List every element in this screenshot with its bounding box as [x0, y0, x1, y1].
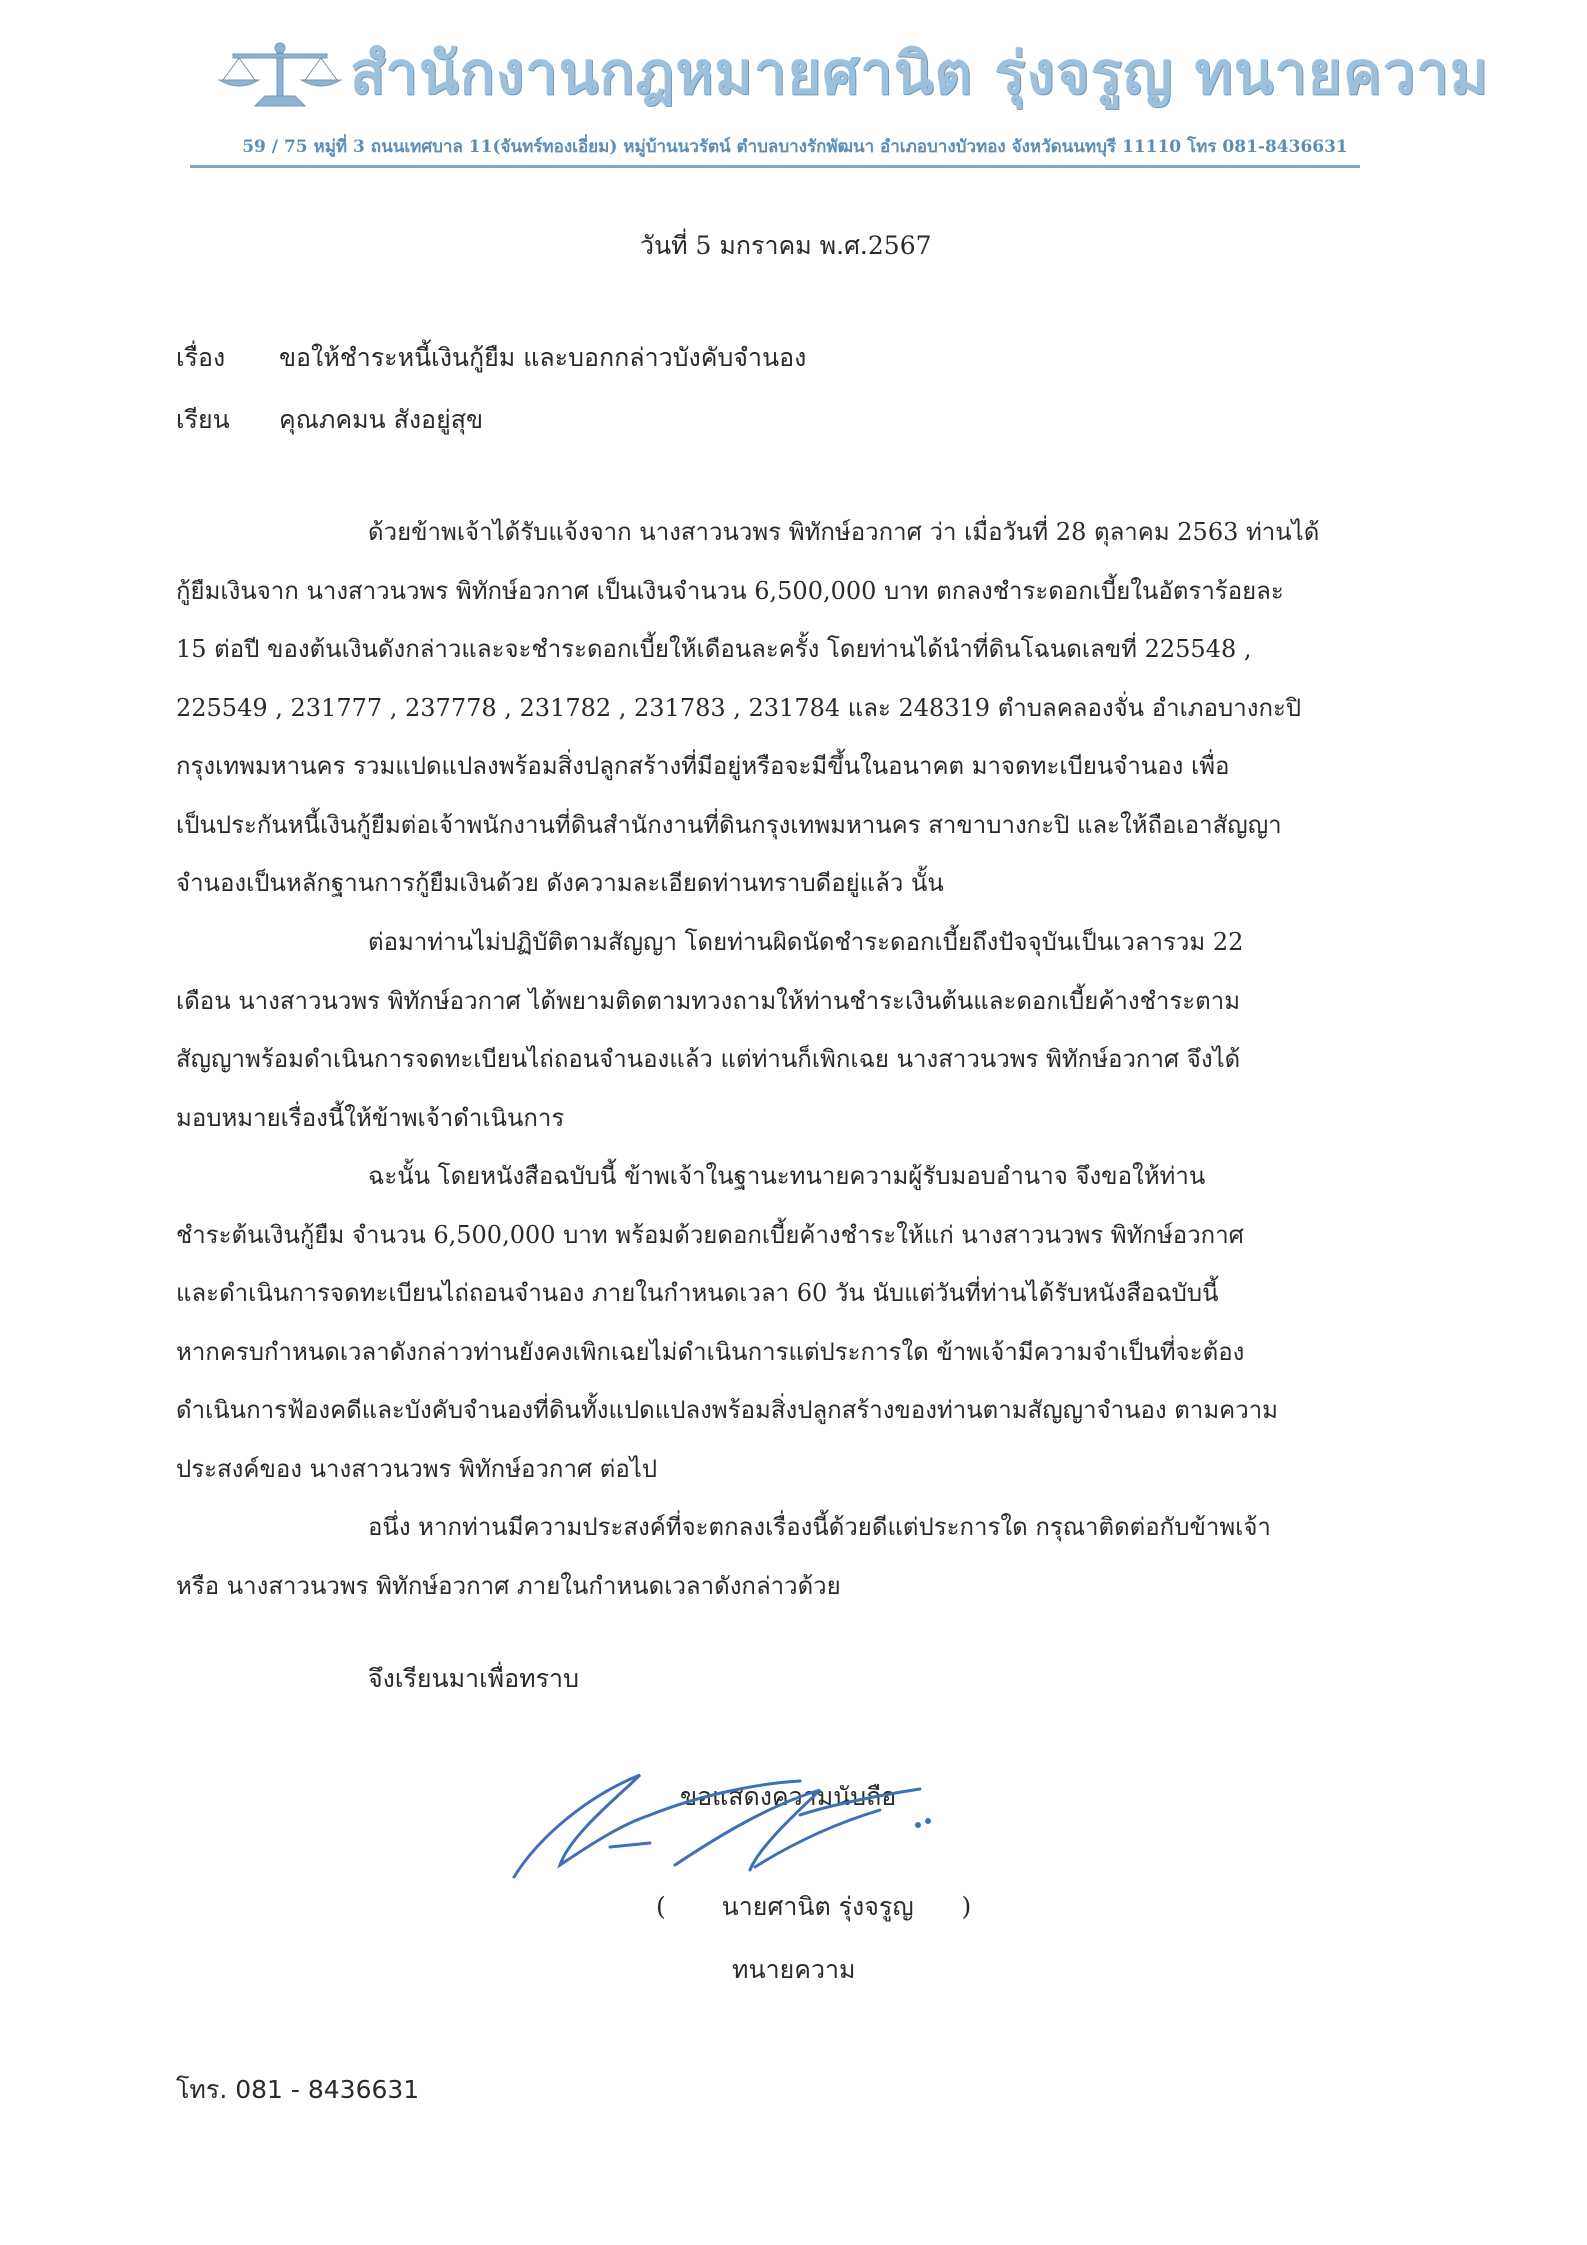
signer-title: ทนายความ	[732, 1955, 856, 1984]
paragraph-line: หากครบกำหนดเวลาดังกล่าวท่านยังคงเพิกเฉยไม่ดำเนินการแต่ประการใด ข้าพเจ้ามีความจำเป็นที่จะต้อง	[176, 1337, 1245, 1366]
paren-left: (	[656, 1892, 666, 1921]
footer-phone: โทร. 081 - 8436631	[176, 2075, 420, 2104]
subject-row	[176, 338, 806, 378]
letter-date: วันที่ 5 มกราคม พ.ศ.2567	[640, 231, 932, 260]
body-paragraph-3	[176, 1147, 1406, 1498]
regards-text: ขอแสดงความนับถือ	[680, 1782, 897, 1811]
signer-name-line	[656, 1887, 971, 1927]
paragraph-line: และดำเนินการจดทะเบียนไถ่ถอนจำนอง ภายในกำหนดเวลา 60 วัน นับแต่วันที่ท่านได้รับหนังสือฉบับนี้	[176, 1279, 1219, 1307]
closing-text: จึงเรียนมาเพื่อทราบ	[368, 1664, 579, 1693]
letterhead-title: สำนักงานกฎหมายศานิต รุ่งจรูญ ทนายความ	[350, 39, 1490, 107]
paragraph-line: มอบหมายเรื่องนี้ให้ข้าพเจ้าดำเนินการ	[176, 1103, 565, 1132]
paragraph-line: กรุงเทพมหานคร รวมแปดแปลงพร้อมสิ่งปลูกสร้างที่มีอยู่หรือจะมีขึ้นในอนาคต มาจดทะเบียนจำนอง เพื่อ	[176, 752, 1230, 780]
recipient-row	[176, 400, 483, 440]
recipient-text: คุณภคมน สังอยู่สุข	[278, 405, 484, 434]
paragraph-line: เดือน นางสาวนวพร พิทักษ์อวกาศ ได้พยามติดตามทวงถามให้ท่านชำระเงินต้นและดอกเบี้ยค้างชำระตาม	[176, 986, 1241, 1015]
handwritten-signature	[500, 1755, 1040, 1905]
paragraph-line: กู้ยืมเงินจาก นางสาวนวพร พิทักษ์อวกาศ เป็นเงินจำนวน 6,500,000 บาท ตกลงชำระดอกเบี้ยในอัตราร้อยละ	[176, 576, 1284, 605]
paragraph-line: สัญญาพร้อมดำเนินการจดทะเบียนไถ่ถอนจำนองแล้ว แต่ท่านก็เพิกเฉย นางสาวนวพร พิทักษ์อวกาศ จึงได้	[176, 1045, 1241, 1073]
paragraph-line: 15 ต่อปี ของต้นเงินดังกล่าวและจะชำระดอกเบี้ยให้เดือนละครั้ง โดยท่านได้นำที่ดินโฉนดเลขที่ 225548 ,	[176, 635, 1252, 663]
scales-of-justice-icon	[215, 40, 345, 112]
paragraph-line: ต่อมาท่านไม่ปฏิบัติตามสัญญา โดยท่านผิดนัดชำระดอกเบี้ยถึงปัจจุบันเป็นเวลารวม 22	[368, 928, 1244, 956]
paragraph-line: ชำระต้นเงินกู้ยืม จำนวน 6,500,000 บาท พร้อมด้วยดอกเบี้ยค้างชำระให้แก่ นางสาวนวพร พิทักษ์อวกาศ	[176, 1220, 1244, 1249]
paragraph-line: 225549 , 231777 , 237778 , 231782 , 231783 , 231784 และ 248319 ตำบลคลองจั่น อำเภอบางกะปิ	[176, 693, 1302, 722]
paragraph-line: หรือ นางสาวนวพร พิทักษ์อวกาศ ภายในกำหนดเวลาดังกล่าวด้วย	[176, 1571, 841, 1600]
paren-right: )	[961, 1892, 972, 1921]
paragraph-line: ดำเนินการฟ้องคดีและบังคับจำนองที่ดินทั้งแปดแปลงพร้อมสิ่งปลูกสร้างของท่านตามสัญญาจำนอง ตามความ	[176, 1396, 1278, 1424]
recipient-label: เรียน	[176, 405, 230, 434]
paragraph-line: ประสงค์ของ นางสาวนวพร พิทักษ์อวกาศ ต่อไป	[176, 1454, 658, 1483]
body-paragraph-2	[176, 913, 1406, 1147]
letterhead-divider	[190, 165, 1360, 168]
signer-name: นายศานิต รุ่งจรูญ	[721, 1892, 914, 1921]
paragraph-line: เป็นประกันหนี้เงินกู้ยืมต่อเจ้าพนักงานที่ดินสำนักงานที่ดินกรุงเทพมหานคร สาขาบางกะปิ และให้ถือเอาสัญญา	[176, 810, 1282, 839]
subject-label: เรื่อง	[176, 343, 226, 372]
subject-text: ขอให้ชำระหนี้เงินกู้ยืม และบอกกล่าวบังคับจำนอง	[278, 343, 807, 372]
paragraph-line: ด้วยข้าพเจ้าได้รับแจ้งจาก นางสาวนวพร พิทักษ์อวกาศ ว่า เมื่อวันที่ 28 ตุลาคม 2563 ท่านได้	[368, 518, 1320, 546]
paragraph-line: อนึ่ง หากท่านมีความประสงค์ที่จะตกลงเรื่องนี้ด้วยดีแต่ประการใด กรุณาติดต่อกับข้าพเจ้า	[368, 1513, 1271, 1541]
paragraph-line: ฉะนั้น โดยหนังสือฉบับนี้ ข้าพเจ้าในฐานะทนายความผู้รับมอบอำนาจ จึงขอให้ท่าน	[368, 1162, 1206, 1190]
body-paragraph-4	[176, 1498, 1406, 1615]
body-paragraph-1	[176, 503, 1406, 913]
paragraph-line: จำนองเป็นหลักฐานการกู้ยืมเงินด้วย ดังความละเอียดท่านทราบดีอยู่แล้ว นั้น	[176, 869, 944, 897]
letterhead-address: 59 / 75 หมู่ที่ 3 ถนนเทศบาล 11(จันทร์ทองเอี่ยม) หมู่บ้านนวรัตน์ ตำบลบางรักพัฒนา อำเภอบางบัวทอง จังหวัดนนทบุรี 11110 โทร 081-8436631	[242, 137, 1348, 157]
